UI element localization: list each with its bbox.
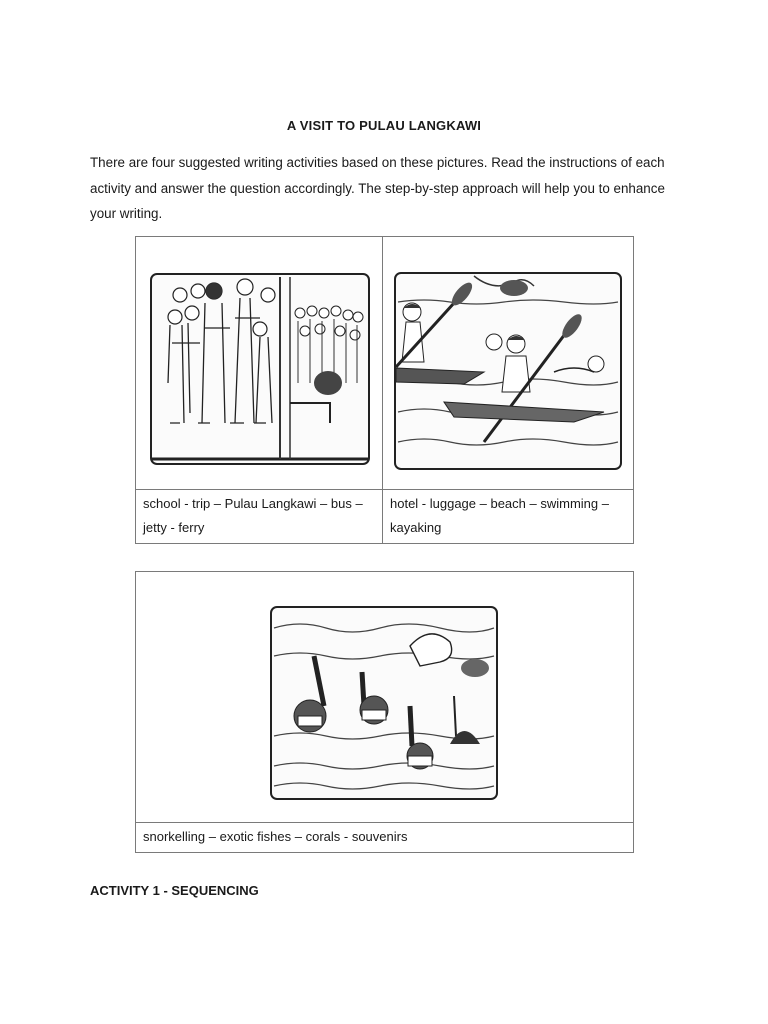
picture-cell-2 [383, 237, 634, 490]
intro-paragraph: There are four suggested writing activities based on these pictures. Read the instructions of each activity and answer the question accordingly. The step-by-step approach will help you to enhance your writing. [90, 155, 665, 221]
snorkelling-illustration [270, 606, 498, 800]
panel-1-caption: school - trip – Pulau Langkawi – bus – jetty - ferry [143, 496, 363, 535]
crowd-at-jetty-illustration [150, 273, 370, 467]
panel-3-caption: snorkelling – exotic fishes – corals - souvenirs [143, 829, 408, 844]
picture-table-top [135, 236, 634, 544]
caption-cell-2 [383, 490, 634, 544]
activity-heading: ACTIVITY 1 - SEQUENCING [90, 883, 259, 898]
caption-cell-3 [136, 823, 634, 853]
caption-cell-1 [136, 490, 383, 544]
panel-2-caption: hotel - luggage – beach – swimming – kayaking [390, 496, 609, 535]
document-title: A VISIT TO PULAU LANGKAWI [286, 118, 482, 133]
picture-cell-1 [136, 237, 383, 490]
picture-cell-3 [136, 572, 634, 823]
picture-table-bottom [135, 571, 634, 853]
kayaking-swimming-illustration [394, 272, 622, 470]
